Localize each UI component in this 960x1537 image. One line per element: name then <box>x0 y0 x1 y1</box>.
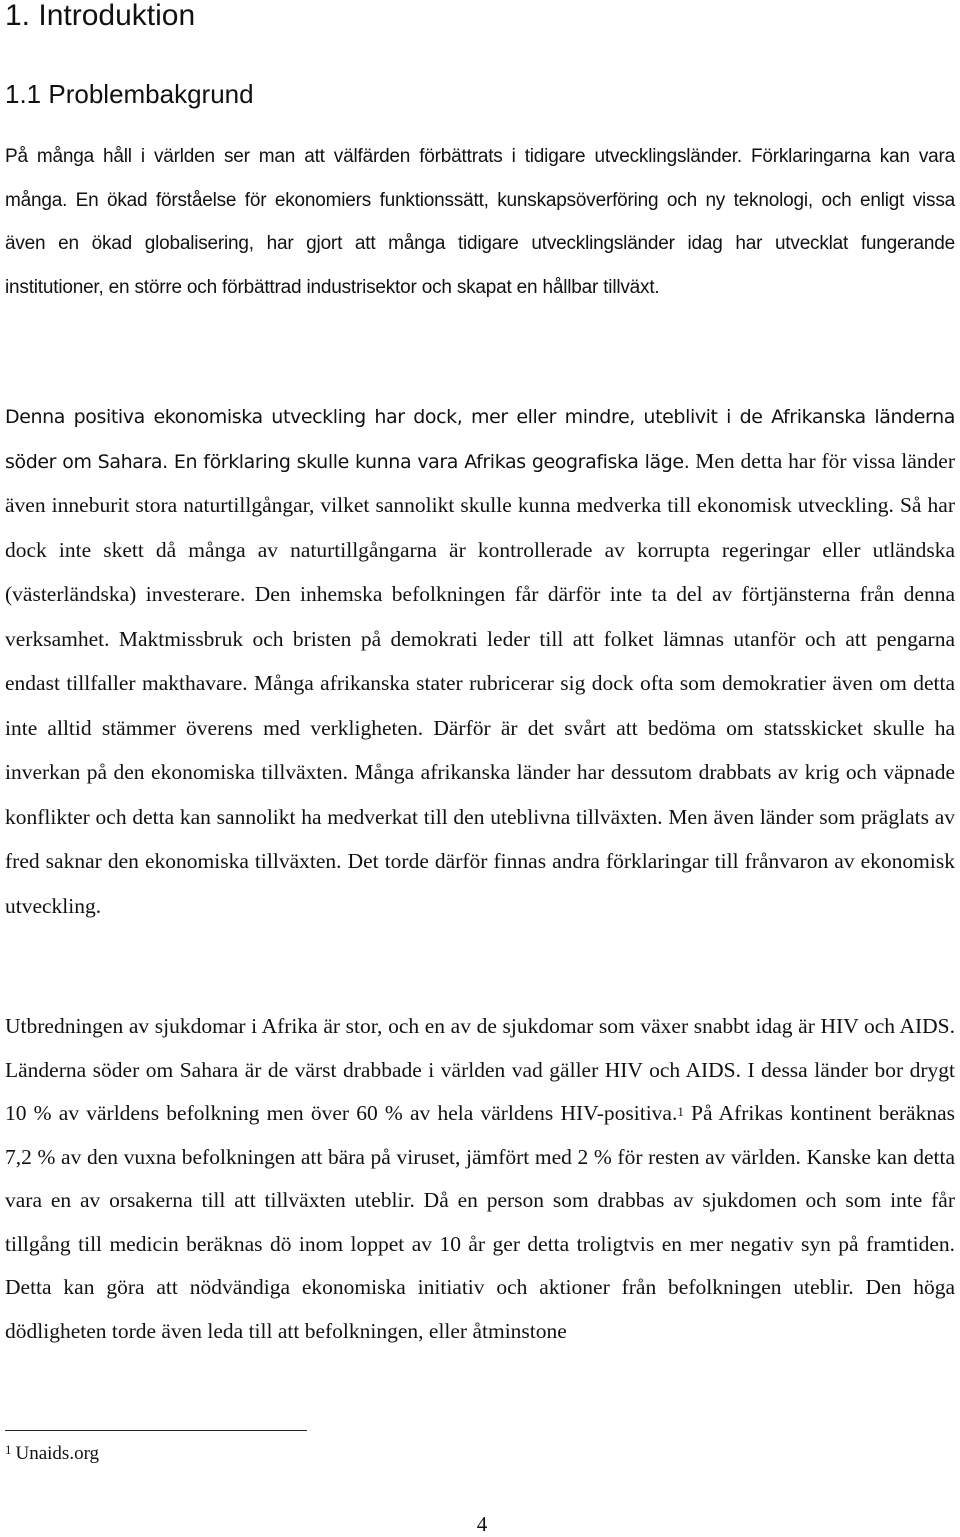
paragraph-intro: På många håll i världen ser man att välfärden förbättrats i tidigare utvecklingsländer. Förklaringarna kan vara många. En ökad förståelse för ekonomiers funktionssätt, kunskapsöverföring och ny teknologi, och enligt vissa även en ökad globalisering, har gjort att många tidigare utvecklingsländer idag har utvecklat fungerande institutioner, en större och förbättrad industrisektor och skapat en hållbar tillväxt. <box>5 146 955 298</box>
paragraph-disease-part2: På Afrikas kontinent beräknas 7,2 % av den vuxna befolkningen att bära på viruset, jämfört med 2 % för resten av världen. Kanske kan detta vara en av orsakerna till att tillväxten uteblir. Då en person som drabbas av sjukdomen och som inte får tillgång till medicin beräknas dö inom loppet av 10 år ger detta troligtvis en mer negativ syn på framtiden. Detta kan göra att nödvändiga ekonomiska initiativ och aktioner från befolkningen uteblir. Den höga dödligheten torde även leda till att befolkningen, eller åtminstone <box>5 1101 955 1343</box>
footnote <box>5 1442 99 1466</box>
footnote-number: 1 <box>5 1442 12 1457</box>
paragraph-africa-development-part2: Men detta har för vissa länder även inneburit stora naturtillgångar, vilket sannolikt skulle kunna medverka till ekonomisk utveckling. Så har dock inte skett då många av naturtillgångarna är kontrollerade av korrupta regeringar eller utländska (västerländska) investerare. Den inhemska befolkningen får därför inte ta del av förtjänsterna från denna verksamhet. Maktmissbruk och bristen på demokrati leder till att folket lämnas utanför och att pengarna endast tillfaller makthavare. Många afrikanska stater rubricerar sig dock ofta som demokratier även om detta inte alltid stämmer överens med verkligheten. Därför är det svårt att bedöma om statsskicket skulle ha inverkan på den ekonomiska tillväxten. Många afrikanska länder har dessutom drabbats av krig och väpnade konflikter och detta kan sannolikt ha medverkat till den uteblivna tillväxten. Men även länder som präglats av fred saknar den ekonomiska tillväxten. Det torde därför finnas andra förklaringar till frånvaron av ekonomisk utveckling. <box>5 448 956 918</box>
page-number: 4 <box>476 1512 488 1536</box>
footnote-divider <box>5 1430 307 1431</box>
paragraph-africa-development-part1: Denna positiva ekonomiska utveckling har dock, mer eller mindre, uteblivit i de Afrikanska länderna söder om Sahara. En förklaring skulle kunna vara Afrikas geografiska läge. <box>5 406 955 473</box>
paragraph-disease-part1: Utbredningen av sjukdomar i Afrika är stor, och en av de sjukdomar som växer snabbt idag är HIV och AIDS. Länderna söder om Sahara är de värst drabbade i världen vad gäller HIV och AIDS. I dessa länder bor drygt 10 % av världens befolkning men över 60 % av hela världens HIV-positiva. <box>5 1014 955 1125</box>
section-heading: 1.1 Problembakgrund <box>5 79 254 109</box>
paragraph-disease <box>5 1005 955 1353</box>
footnote-text: Unaids.org <box>15 1443 100 1464</box>
paragraph-africa-development <box>5 396 955 929</box>
footnote-reference[interactable]: 1 <box>677 1104 684 1119</box>
chapter-heading: 1. Introduktion <box>5 0 196 32</box>
